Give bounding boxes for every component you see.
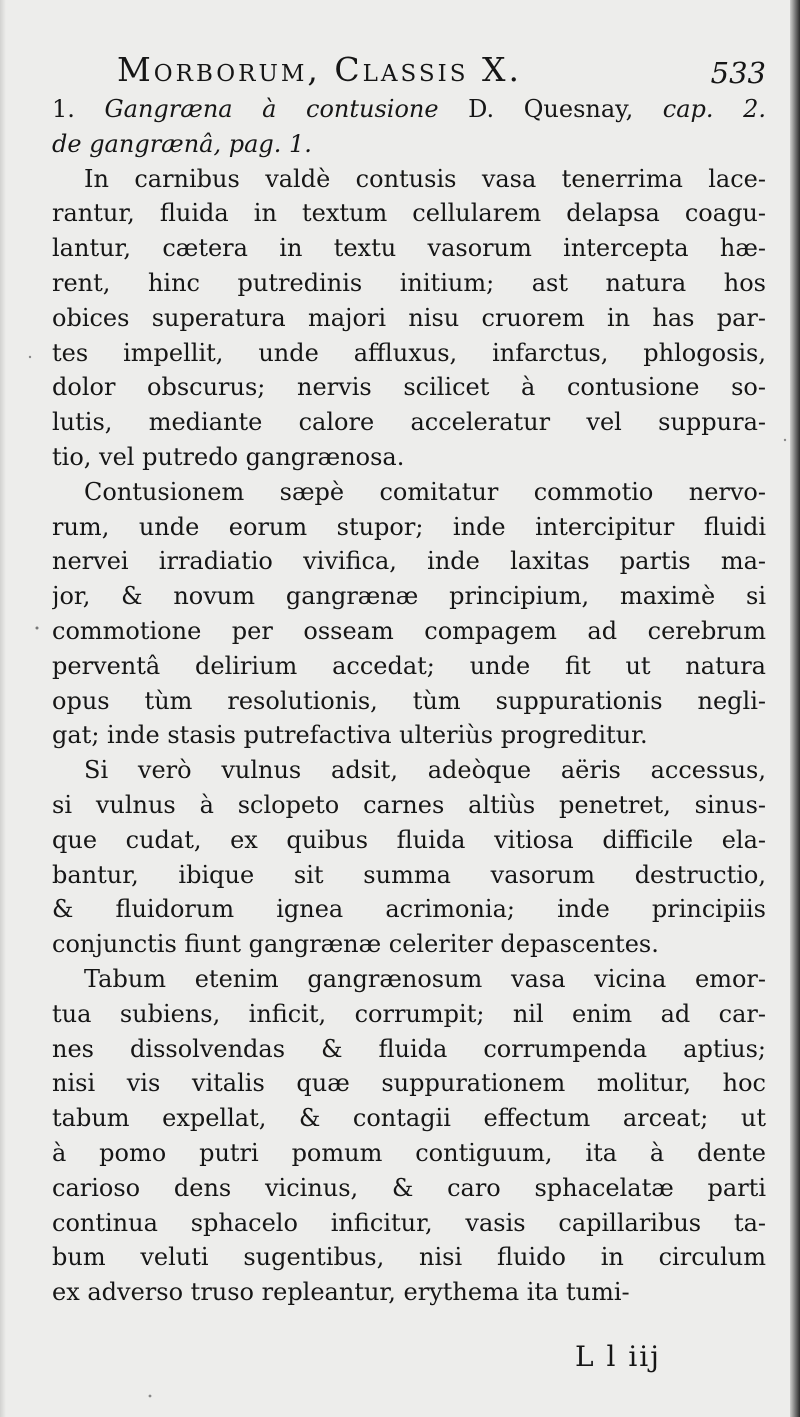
text-line: opus tùm resolutionis, tùm suppurationis negli-: [52, 686, 766, 715]
text-line: Contusionem sæpè comitatur commotio nervo-: [84, 477, 766, 506]
signature-mark: L l iij: [575, 1340, 661, 1373]
reference-author: D. Quesnay: [468, 95, 626, 123]
reference-continuation: de gangrænâ, pag. 1.: [52, 129, 312, 158]
reference-item-label: 1.: [52, 95, 75, 123]
text-line: nes dissolvendas & fluida corrumpenda aptius;: [52, 1034, 766, 1063]
text-line: lantur, cætera in textu vasorum intercepta hæ-: [52, 234, 766, 263]
text-line: continua sphacelo inficitur, vasis capillaribus ta-: [52, 1208, 766, 1237]
page-header: [52, 50, 766, 96]
paper-speck: [29, 356, 31, 358]
text-line: à pomo putri pomum contiguum, ita à dente: [52, 1138, 766, 1167]
text-line: obices superatura majori nisu cruorem in has par-: [52, 303, 766, 332]
text-line: In carnibus valdè contusis vasa tenerrima lace-: [84, 164, 766, 193]
text-line: que cudat, ex quibus fluida vitiosa difficile ela-: [52, 825, 766, 854]
body-text: [52, 92, 766, 1310]
text-line: si vulnus à sclopeto carnes altiùs penetret, sinus-: [52, 790, 766, 819]
text-line: tua subiens, inficit, corrumpit; nil enim ad car-: [52, 999, 766, 1028]
reference-line: 1. Gangræna à contusione D. Quesnay, cap. 2.: [52, 95, 766, 123]
text-line: nisi vis vitalis quæ suppurationem molitur, hoc: [52, 1069, 766, 1098]
text-line: conjunctis fiunt gangrænæ celeriter depascentes.: [52, 930, 659, 959]
text-line: Si verò vulnus adsit, adeòque aëris accessus,: [84, 756, 766, 785]
text-line: rantur, fluida in textum cellularem delapsa coagu-: [52, 199, 766, 228]
text-line: tes impellit, unde affluxus, infarctus, phlogosis,: [52, 338, 766, 367]
text-line: rent, hinc putredinis initium; ast natura hos: [52, 268, 766, 297]
text-line: dolor obscurus; nervis scilicet à contusione so-: [52, 373, 766, 402]
paper-speck: [36, 627, 39, 630]
text-line: commotione per osseam compagem ad cerebrum: [52, 616, 766, 645]
text-line: bantur, ibique sit summa vasorum destructio,: [52, 860, 766, 889]
text-line: tabum expellat, & contagii effectum arceat; ut: [52, 1104, 766, 1133]
text-line: tio, vel putredo gangrænosa.: [52, 442, 405, 471]
text-line: & fluidorum ignea acrimonia; inde principiis: [52, 895, 766, 924]
text-line: perventâ delirium accedat; unde fit ut natura: [52, 651, 766, 680]
reference-work: Gangræna à contusione: [104, 95, 439, 123]
page-right-edge: [790, 0, 800, 1417]
paragraphs: [52, 162, 766, 1310]
running-title: Morborum, Classis X.: [117, 50, 522, 89]
page-left-edge: [0, 0, 6, 1417]
text-line: ex adverso truso repleantur, erythema ita tumi-: [52, 1278, 630, 1307]
text-line: carioso dens vicinus, & caro sphacelatæ parti: [52, 1173, 766, 1202]
reference-chapter: cap. 2.: [662, 95, 766, 123]
page-number: 533: [710, 56, 766, 90]
text-line: nervei irradiatio vivifica, inde laxitas partis ma-: [52, 547, 766, 576]
paper-speck: [784, 439, 786, 441]
text-line: gat; inde stasis putrefactiva ulteriùs progreditur.: [52, 721, 648, 750]
text-line: jor, & novum gangrænæ principium, maximè si: [52, 582, 766, 611]
text-line: bum veluti sugentibus, nisi fluido in circulum: [52, 1243, 766, 1272]
paper-speck: [149, 1395, 152, 1398]
text-line: rum, unde eorum stupor; inde intercipitur fluidi: [52, 512, 766, 541]
text-line: Tabum etenim gangrænosum vasa vicina emor-: [84, 964, 766, 993]
text-line: lutis, mediante calore acceleratur vel suppura-: [52, 408, 766, 437]
